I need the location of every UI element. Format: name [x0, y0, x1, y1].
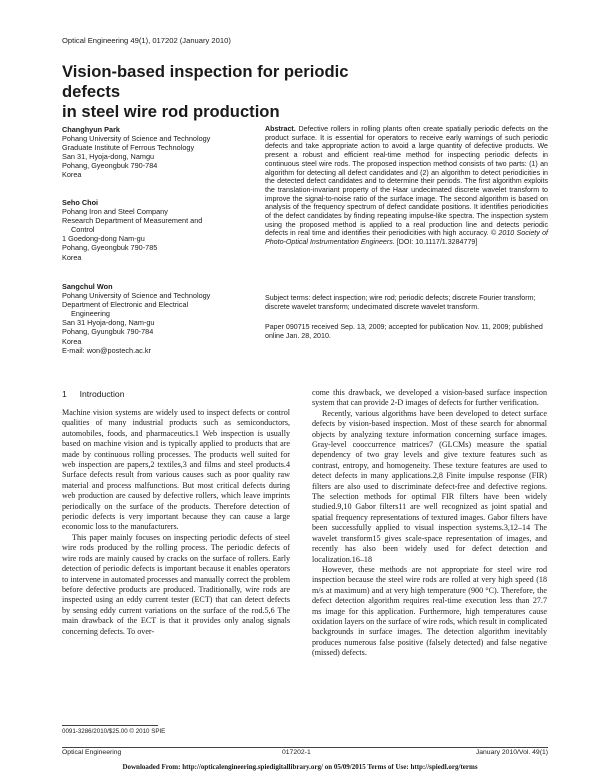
- author-name: Sangchul Won: [62, 282, 113, 291]
- author-affiliation-line: Pohang University of Science and Technology: [62, 291, 211, 301]
- author-affiliation-line: Korea: [62, 336, 82, 346]
- footer-page-id: 017202-1: [282, 749, 311, 756]
- paper-title: [62, 62, 362, 122]
- author-affiliation-line: Korea: [62, 170, 82, 180]
- author-affiliation-line: Engineering: [71, 309, 110, 319]
- body-paragraph: However, these methods are not appropriate for steel wire rod inspection because the steel wire rods are rolled at very high speed (18 m/s at maximum) and at very high temperature (900 °C). Therefore, the defect detection algorithm requires real-time execution less than 27.7 ms image for this application. Furthermore, high temperatures cause oxidation layers on the surface of wire rods, which result in complicated backgrounds in surface images. The detection algorithm inevitably produces numerous false positive (falsely detected) and false negative (missed) defects.: [312, 564, 547, 658]
- body-paragraph: Machine vision systems are widely used to inspect defects or control qualities of many industrial products such as semiconductors, automobiles, foods, and pharmaceutics.1 Web inspection is usually based on machine vision and is typically applied to products that are made by continuous rolling processes. The products well suited for web inspection are papers,2 textiles,3 and films and steel products.4 Surface defects result from various causes such as poor quality raw material and process malfunctions. But most critical defects during web production are caused by defective rollers, which leave imprints periodically on the surface of the products. Therefore detection of periodic defects is very important because they can cause a large economic loss to the manufacturers.: [62, 408, 290, 532]
- body-column-right: [312, 388, 547, 659]
- section-heading: [62, 389, 124, 399]
- abstract-doi[interactable]: [DOI: 10.1117/1.3284779]: [396, 238, 478, 247]
- author-email[interactable]: E-mail: won@postech.ac.kr: [62, 345, 151, 355]
- author-block-1: [62, 125, 210, 180]
- author-block-2: [62, 198, 202, 262]
- author-affiliation-line: San 31, Hyoja-dong, Namgu: [62, 152, 155, 162]
- author-affiliation-line: Korea: [62, 252, 82, 262]
- running-head: Optical Engineering 49(1), 017202 (January 2010): [62, 36, 231, 45]
- abstract-text: Defective rollers in rolling plants often create spatially periodic defects on the product surface. It is essential for operators to receive early warnings of such periodic defects and take appropriate action to avoid a large quantity of defective products. We present a robust and efficient real-time method for inspecting periodic defects in continuous steel wire rods. The proposed inspection method consists of two parts: (1) an algorithm for detecting all defect candidates and (2) an algorithm to detect periodicities in the detected defect candidates and to determine their periods. The first algorithm exploits the translation-invariant property of the Haar undecimated discrete wavelet transform to improve the signal-to-noise ratio of the surface image. The second algorithm is based on analysis of the frequency spectrum of defect candidate positions. It identifies periodicities of the defect candidates by finding repeating impulse-like spectra. The inspection system using the proposed method is applied to a real production line and detects periodic defects in real time and identifies their periodicities with high accuracy.: [265, 125, 548, 238]
- author-affiliation-line: Department of Electronic and Electrical: [62, 300, 189, 310]
- abstract-copyright: © 2010 Society of Photo-Optical Instrumentation Engineers.: [265, 229, 548, 247]
- author-affiliation-line: Pohang University of Science and Technology: [62, 134, 211, 144]
- footer-issue: January 2010/Vol. 49(1): [475, 749, 548, 756]
- body-column-left: [62, 408, 290, 637]
- title-line-1: Vision-based inspection for periodic defects: [62, 62, 349, 101]
- author-affiliation-line: Control: [71, 225, 95, 235]
- title-line-2: in steel wire rod production: [62, 102, 280, 121]
- download-notice: Downloaded From: http://opticalengineering.spiedigitallibrary.org/ on 05/09/2015 Terms of Use: http://spiedl.org/terms: [122, 763, 478, 771]
- footer-journal: Optical Engineering: [62, 749, 122, 756]
- author-block-3: [62, 282, 210, 355]
- paper-history: Paper 090715 received Sep. 13, 2009; accepted for publication Nov. 11, 2009; published online Jan. 28, 2010.: [265, 323, 543, 340]
- abstract-label: Abstract.: [265, 125, 296, 133]
- author-affiliation-line: Research Department of Measurement and: [62, 216, 203, 226]
- author-affiliation-line: Graduate Institute of Ferrous Technology: [62, 143, 195, 153]
- body-paragraph: This paper mainly focuses on inspecting periodic defects of steel wire rods produced by the rolling process. The periodic defects of wire rods are mainly caused by cracks on the surface of rollers. Early detection of periodic defects is important because it enables operators to intervene in automated processes and manually correct the problem before defective products are produced. Traditionally, wire rods are inspected using an eddy current tester (ECT) that can detect defects by sensing eddy current variations on the surface of the rod.5,6 The main drawback of the ECT is that it provides only analog signals concerning defects. To over-: [62, 532, 290, 636]
- author-name: Changhyun Park: [62, 125, 120, 134]
- author-affiliation-line: Pohang Iron and Steel Company: [62, 207, 168, 217]
- section-title: Introduction: [79, 389, 125, 399]
- abstract: [265, 125, 548, 247]
- section-number: 1: [62, 389, 67, 399]
- author-affiliation-line: Pohang, Gyungbuk 790-784: [62, 327, 154, 337]
- author-affiliation-line: 1 Goedong-dong Nam-gu: [62, 234, 145, 244]
- author-affiliation-line: Pohang, Gyeongbuk 790-784: [62, 161, 158, 171]
- author-name: Seho Choi: [62, 198, 99, 207]
- subject-terms: Subject terms: defect inspection; wire rod; periodic defects; discrete Fourier transform; discrete wavelet transform; undecimated discrete wavelet transform.: [265, 294, 536, 311]
- author-affiliation-line: Pohang, Gyeongbuk 790-785: [62, 243, 158, 253]
- copyright-footnote: 0091-3286/2010/$25.00 © 2010 SPIE: [62, 728, 166, 735]
- body-paragraph: Recently, various algorithms have been developed to detect surface defects by vision-based inspection. Most of these search for abnormal objects by analyzing texture information concerning surface images. Gray-level cooccurrence matrices7 (GLCMs) measure the spatial dependency of two gray levels and give texture features such as contrast, entropy, and homogeneity. These texture features are used to detect defects in many applications.2,8 Finite impulse response (FIR) filters are also used to discriminate defect-free and defective regions. The selection methods for optimal FIR filters have been widely studied.9,10 Gabor filters11 are well recognized as joint spatial and spatial frequency representations of textured images. Gabor filters have been successfully applied to visual inspection systems.3,12–14 The wavelet transform15 gives scale-space representation of images, and recently has also been widely used for defect detection and localization.16–18: [312, 408, 547, 564]
- author-affiliation-line: San 31 Hyoja-dong, Nam-gu: [62, 318, 155, 328]
- footnote-divider: [62, 725, 158, 726]
- footer-divider: [62, 747, 548, 748]
- body-paragraph: come this drawback, we developed a vision-based surface inspection system that can provide 2-D images of defects for further verification.: [312, 388, 547, 408]
